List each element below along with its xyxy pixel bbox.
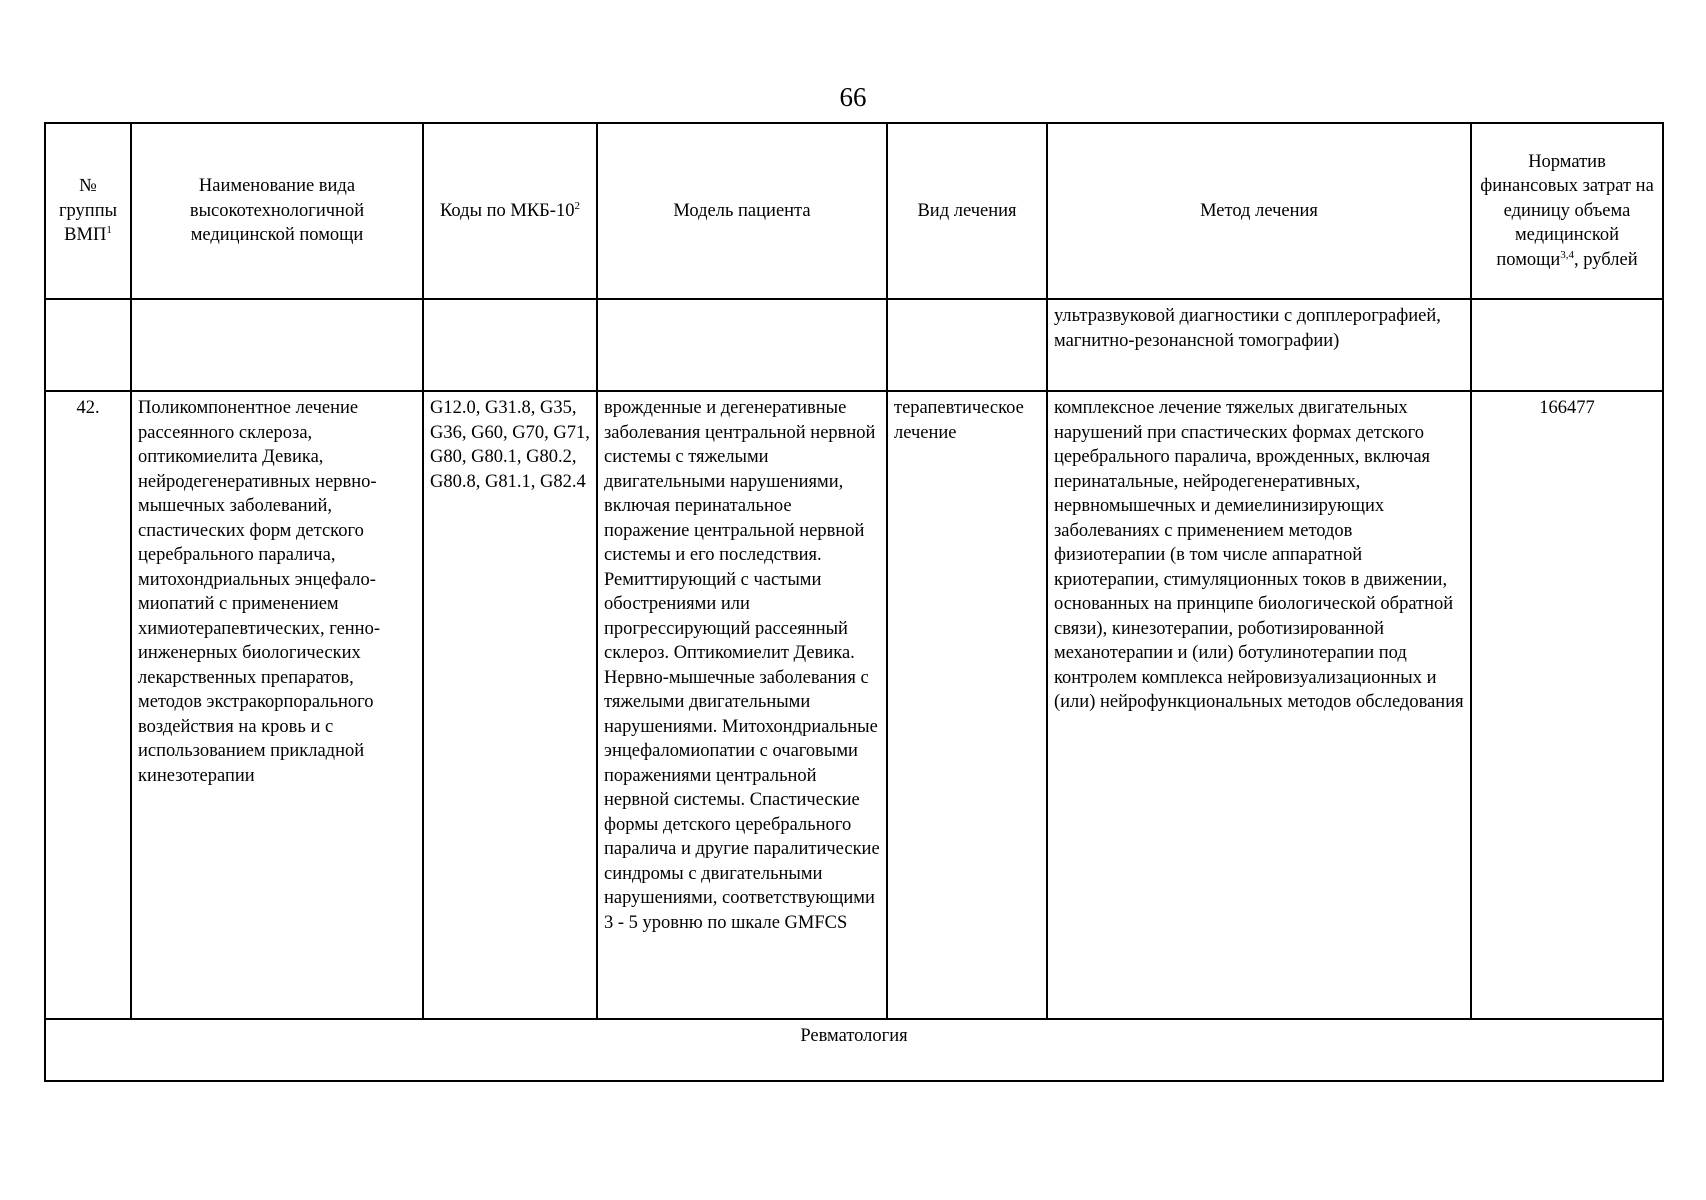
header-treatment-method: Метод лечения (1047, 123, 1471, 299)
table-header-row (45, 123, 1663, 299)
page-number: 66 (839, 82, 867, 112)
method-continuation: ультразвуковой диагностики с допплерографией, магнитно-резонансной томографии) (1047, 299, 1471, 391)
patient-model: врожденные и дегенеративные заболевания центральной нервной системы с тяжелыми двигательными нарушениями, включая перинатальное поражение центральной нервной системы и его последствия. Ремиттирующий с частыми обострениями или прогрессирующий рассеянный склероз. Оптикомиелит Девика. Нервно-мышечные заболевания с тяжелыми двигательными нарушениями. Митохондриальные энцефаломиопатии с очаговыми поражениями центральной нервной системы. Спастические формы детского церебрального паралича и другие паралитические синдромы с двигательными нарушениями, соответствующими 3 - 5 уровню по шкале GMFCS (597, 391, 887, 1019)
treatment-type: терапевтическое лечение (887, 391, 1047, 1019)
table-row (45, 391, 1663, 1019)
header-treatment-type: Вид лечения (887, 123, 1047, 299)
treatment-method: комплексное лечение тяжелых двигательных нарушений при спастических формах детского церебрального паралича, врожденных, включая перинатальные, нейродегенеративных, нервномышечных и демиелинизирующих заболеваниях с применением методов физиотерапии (в том числе аппаратной криотерапии, стимуляционных токов в движении, основанных на принципе биологической обратной связи), кинезотерапии, роботизированной механотерапии и (или) ботулинотерапии под контролем комплекса нейровизуализационных и (или) нейрофункциональных методов обследования (1047, 391, 1471, 1019)
header-care-name: Наименование вида высокотехнологичной медицинской помощи (131, 123, 423, 299)
header-group-number: № группы ВМП$^1$ (45, 123, 131, 299)
icd-codes: G12.0, G31.8, G35, G36, G60, G70, G71, G80, G80.1, G80.2, G80.8, G81.1, G82.4 (423, 391, 597, 1019)
cost-value: 166477 (1471, 391, 1663, 1019)
group-number: 42. (45, 391, 131, 1019)
header-icd-codes: Коды по МКБ-$10^2$ (423, 123, 597, 299)
vmp-table (44, 122, 1664, 1082)
header-patient-model: Модель пациента (597, 123, 887, 299)
section-title: Ревматология (45, 1019, 1663, 1081)
table-row (45, 299, 1663, 391)
header-cost-standard: Норматив финансовых затрат на единицу объема медицинской помощи$^{3,4}$, рублей (1471, 123, 1663, 299)
care-name: Поликомпонентное лечение рассеянного склероза, оптикомиелита Девика, нейродегенеративных нервно-мышечных заболеваний, спастических форм детского церебрального паралича, митохондриальных энцефало-миопатий с применением химиотерапевтических, генно-инженерных биологических лекарственных препаратов, методов экстракорпорального воздействия на кровь и с использованием прикладной кинезотерапии (131, 391, 423, 1019)
section-row (45, 1019, 1663, 1081)
